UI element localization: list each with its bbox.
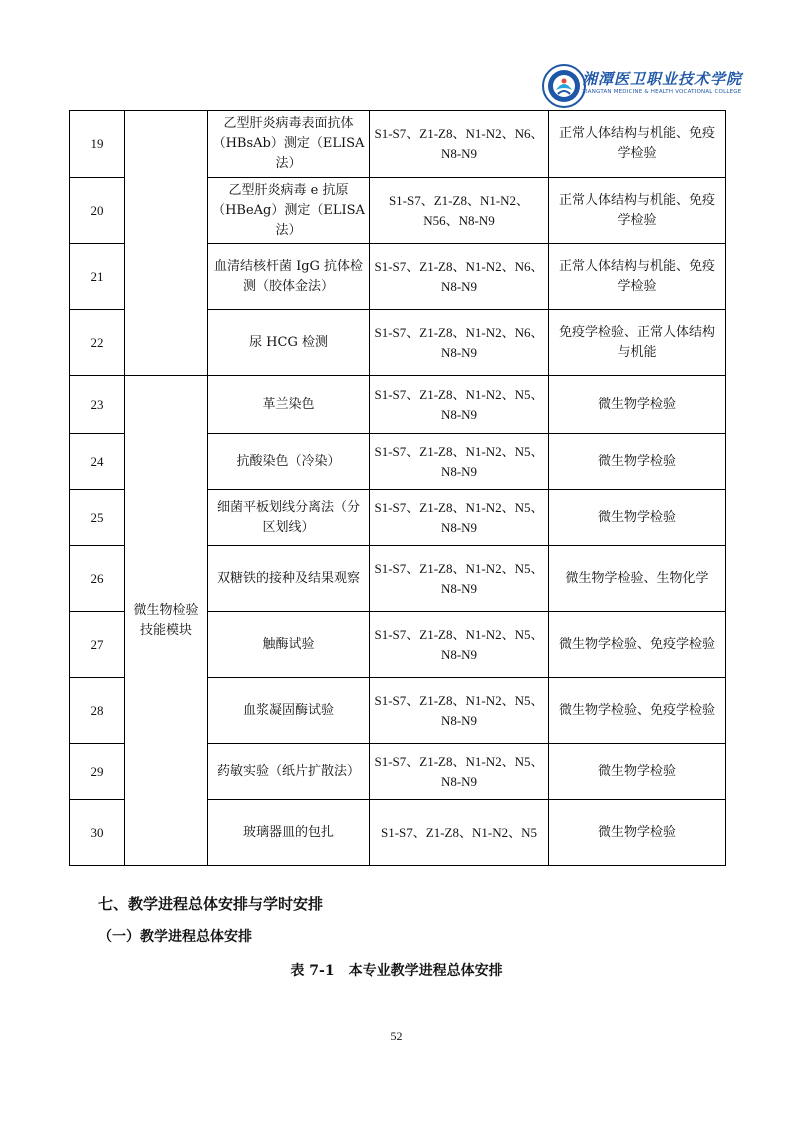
codes-cell: S1-S7、Z1-Z8、N1-N2、N6、N8-N9 bbox=[370, 244, 549, 310]
course-cell: 正常人体结构与机能、免疫学检验 bbox=[549, 111, 726, 178]
row-number: 28 bbox=[70, 678, 125, 744]
item-cell: 玻璃器皿的包扎 bbox=[208, 800, 370, 866]
course-cell: 微生物学检验 bbox=[549, 800, 726, 866]
codes-cell: S1-S7、Z1-Z8、N1-N2、N5、N8-N9 bbox=[370, 546, 549, 612]
item-cell: 血浆凝固酶试验 bbox=[208, 678, 370, 744]
row-number: 24 bbox=[70, 434, 125, 490]
item-cell: 革兰染色 bbox=[208, 376, 370, 434]
course-cell: 微生物学检验、生物化学 bbox=[549, 546, 726, 612]
item-cell: 乙型肝炎病毒表面抗体（HBsAb）测定（ELISA法） bbox=[208, 111, 370, 178]
row-number: 21 bbox=[70, 244, 125, 310]
course-cell: 微生物学检验、免疫学检验 bbox=[549, 612, 726, 678]
item-cell: 细菌平板划线分离法（分区划线） bbox=[208, 490, 370, 546]
codes-cell: S1-S7、Z1-Z8、N1-N2、N5、N8-N9 bbox=[370, 434, 549, 490]
codes-cell: S1-S7、Z1-Z8、N1-N2、N6、N8-N9 bbox=[370, 310, 549, 376]
codes-cell: S1-S7、Z1-Z8、N1-N2、N5、N8-N9 bbox=[370, 744, 549, 800]
course-cell: 正常人体结构与机能、免疫学检验 bbox=[549, 178, 726, 244]
row-number: 30 bbox=[70, 800, 125, 866]
course-cell: 正常人体结构与机能、免疫学检验 bbox=[549, 244, 726, 310]
item-cell: 乙型肝炎病毒 e 抗原（HBeAg）测定（ELISA法） bbox=[208, 178, 370, 244]
table-caption: 表 7-1 本专业教学进程总体安排 bbox=[290, 963, 503, 979]
row-number: 19 bbox=[70, 111, 125, 178]
row-number: 27 bbox=[70, 612, 125, 678]
codes-cell: S1-S7、Z1-Z8、N1-N2、N6、N8-N9 bbox=[370, 111, 549, 178]
item-cell: 抗酸染色（冷染） bbox=[208, 434, 370, 490]
skills-table bbox=[69, 110, 726, 866]
item-cell: 双糖铁的接种及结果观察 bbox=[208, 546, 370, 612]
row-number: 20 bbox=[70, 178, 125, 244]
course-cell: 微生物学检验、免疫学检验 bbox=[549, 678, 726, 744]
table-row bbox=[70, 111, 726, 178]
course-cell: 微生物学检验 bbox=[549, 490, 726, 546]
table-row bbox=[70, 376, 726, 434]
row-number: 29 bbox=[70, 744, 125, 800]
row-number: 22 bbox=[70, 310, 125, 376]
row-number: 23 bbox=[70, 376, 125, 434]
item-cell: 尿 HCG 检测 bbox=[208, 310, 370, 376]
item-cell: 触酶试验 bbox=[208, 612, 370, 678]
module-cell bbox=[125, 111, 208, 376]
section-heading: 七、教学进程总体安排与学时安排 bbox=[98, 895, 324, 913]
codes-cell: S1-S7、Z1-Z8、N1-N2、N5、N8-N9 bbox=[370, 490, 549, 546]
course-cell: 微生物学检验 bbox=[549, 744, 726, 800]
item-cell: 血清结核杆菌 IgG 抗体检测（胶体金法） bbox=[208, 244, 370, 310]
course-cell: 免疫学检验、正常人体结构与机能 bbox=[549, 310, 726, 376]
subsection-heading: （一）教学进程总体安排 bbox=[98, 929, 252, 945]
course-cell: 微生物学检验 bbox=[549, 376, 726, 434]
codes-cell: S1-S7、Z1-Z8、N1-N2、N5、N8-N9 bbox=[370, 376, 549, 434]
row-number: 25 bbox=[70, 490, 125, 546]
college-seal-icon bbox=[542, 64, 586, 108]
logo-text-en: XIANGTAN MEDICINE & HEALTH VOCATIONAL COLLEGE bbox=[582, 89, 742, 95]
course-cell: 微生物学检验 bbox=[549, 434, 726, 490]
codes-cell: S1-S7、Z1-Z8、N1-N2、N5、N8-N9 bbox=[370, 612, 549, 678]
row-number: 26 bbox=[70, 546, 125, 612]
codes-cell: S1-S7、Z1-Z8、N1-N2、N5、N8-N9 bbox=[370, 678, 549, 744]
module-cell: 微生物检验技能模块 bbox=[125, 376, 208, 866]
item-cell: 药敏实验（纸片扩散法） bbox=[208, 744, 370, 800]
page-number: 52 bbox=[390, 1029, 403, 1043]
logo-text-cn: 湘潭医卫职业技术学院 bbox=[582, 70, 743, 88]
college-logo bbox=[542, 62, 742, 112]
codes-cell: S1-S7、Z1-Z8、N1-N2、N5 bbox=[370, 800, 549, 866]
codes-cell: S1-S7、Z1-Z8、N1-N2、N56、N8-N9 bbox=[370, 178, 549, 244]
